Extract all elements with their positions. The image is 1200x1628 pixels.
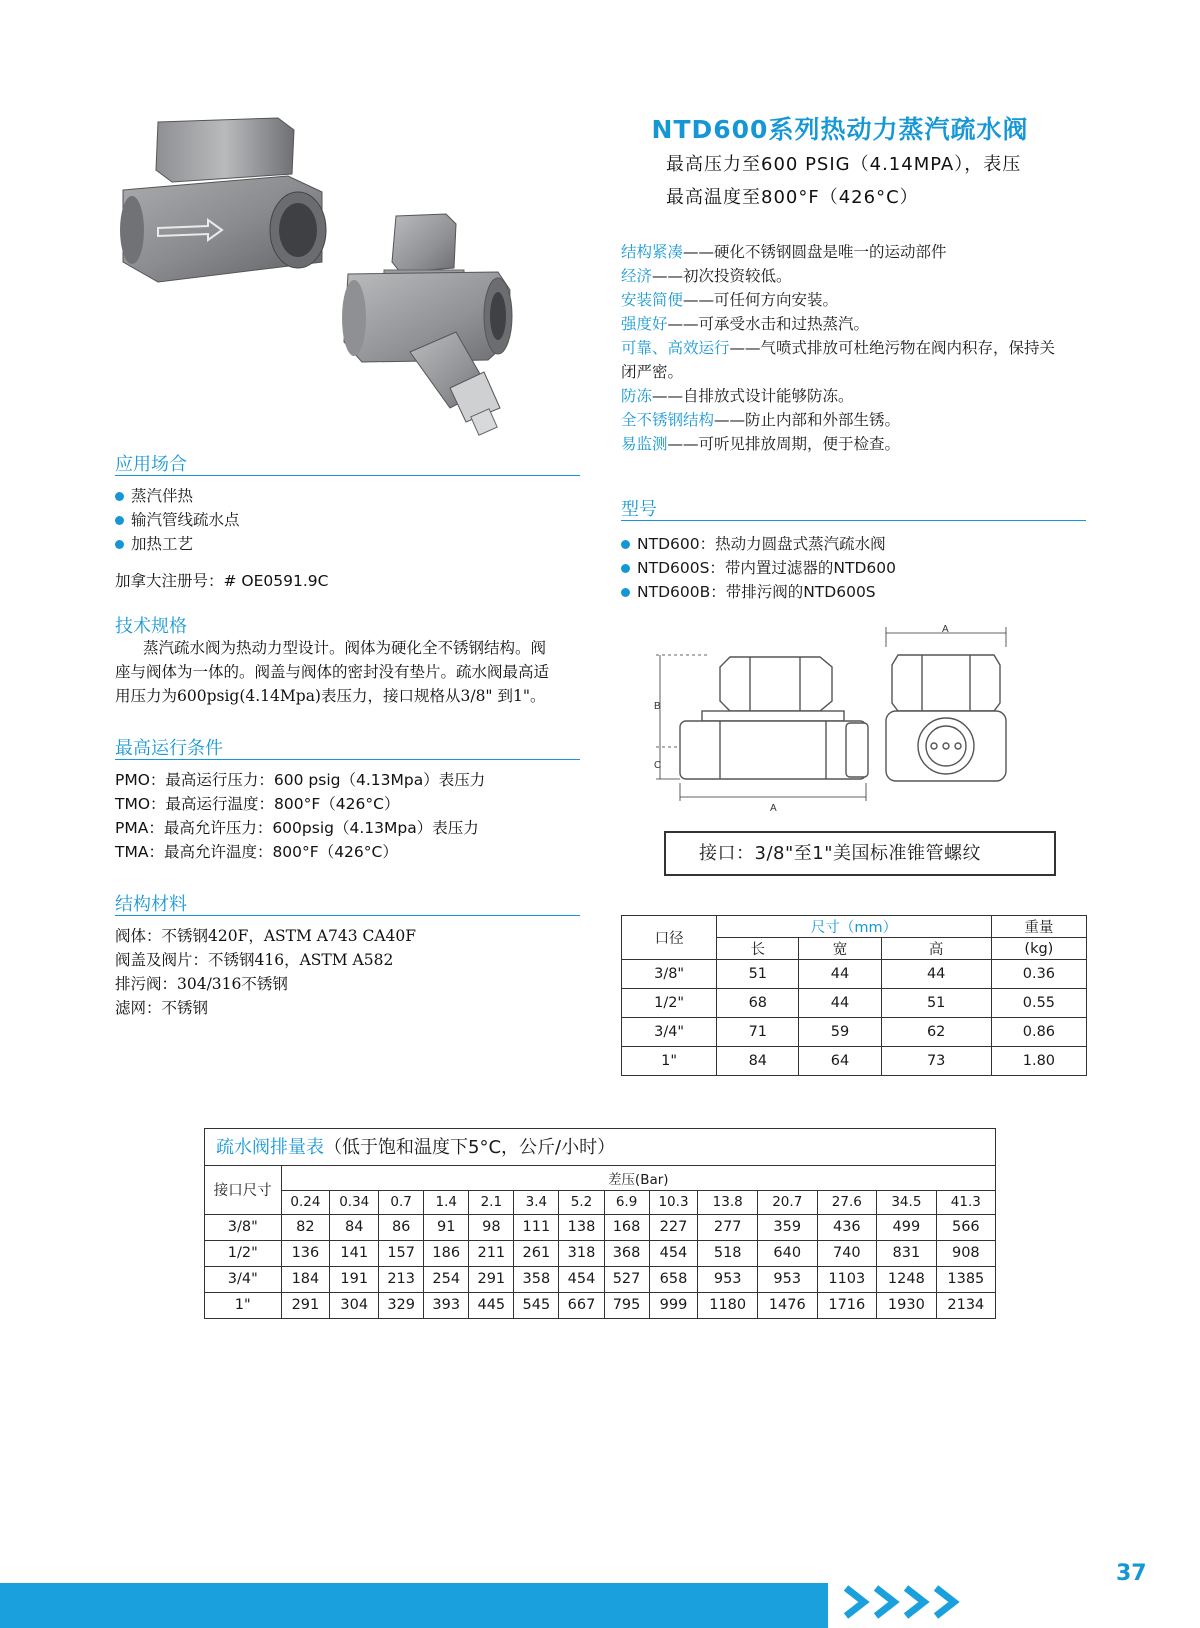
col-size-header: 口径	[622, 916, 717, 960]
capacity-cell: 640	[757, 1240, 817, 1266]
feature-item: 可靠、高效运行——气喷式排放可杜绝污物在阀内积存，保持关	[621, 339, 1056, 357]
feature-item: 易监测——可听见排放周期，便于检查。	[621, 435, 901, 453]
bullet-dot	[621, 540, 630, 549]
capacity-cell: 136	[281, 1240, 330, 1266]
bullet-dot	[115, 492, 124, 501]
capacity-cell: 368	[604, 1240, 649, 1266]
capacity-cell: 1476	[757, 1292, 817, 1318]
col-port-size-header: 接口尺寸	[205, 1166, 281, 1214]
bullet-dot	[115, 516, 124, 525]
pressure-header-cell: 0.34	[330, 1190, 379, 1214]
capacity-cell: 261	[514, 1240, 559, 1266]
models-list	[621, 532, 896, 604]
footer-arrows-icon	[840, 1580, 970, 1624]
pressure-header-cell: 10.3	[649, 1190, 698, 1214]
table-row	[205, 1292, 995, 1318]
bullet-dot	[621, 588, 630, 597]
drawing-label-a-top: A	[942, 625, 949, 635]
models-heading: 型号	[621, 499, 657, 520]
capacity-cell: 211	[469, 1240, 514, 1266]
feature-item: 防冻——自排放式设计能够防冻。	[621, 387, 854, 405]
capacity-cell: 908	[936, 1240, 995, 1266]
drawing-label-a-bottom: A	[770, 803, 777, 814]
specs-heading: 技术规格	[115, 616, 187, 637]
condition-line: PMA：最高允许压力：600psig（4.13Mpa）表压力	[115, 819, 479, 837]
material-line: 阀盖及阀片：不锈钢416，ASTM A582	[115, 951, 394, 969]
capacity-cell: 291	[281, 1292, 330, 1318]
capacity-cell: 111	[514, 1214, 559, 1240]
pressure-header-cell: 0.7	[379, 1190, 424, 1214]
feature-item: 全不锈钢结构——防止内部和外部生锈。	[621, 411, 901, 429]
capacity-cell: 518	[698, 1240, 758, 1266]
capacity-table	[204, 1128, 996, 1319]
features-list	[621, 240, 1091, 456]
footer-bar	[0, 1583, 828, 1628]
bullet-dot	[621, 564, 630, 573]
list-item: NTD600：热动力圆盘式蒸汽疏水阀	[621, 532, 896, 556]
specs-line: 蒸汽疏水阀为热动力型设计。阀体为硬化全不锈钢结构。阀	[143, 639, 547, 657]
capacity-cell: 566	[936, 1214, 995, 1240]
material-line: 滤网：不锈钢	[115, 999, 209, 1017]
feature-item: 经济——初次投资较低。	[621, 267, 792, 285]
capacity-cell: 329	[379, 1292, 424, 1318]
pressure-header-cell: 27.6	[817, 1190, 877, 1214]
applications-rule	[115, 475, 580, 476]
capacity-cell: 359	[757, 1214, 817, 1240]
pressure-header-row	[205, 1190, 995, 1214]
capacity-cell: 953	[698, 1266, 758, 1292]
capacity-grid	[205, 1166, 995, 1318]
materials-list	[115, 924, 416, 1020]
capacity-cell: 191	[330, 1266, 379, 1292]
table-row	[205, 1214, 995, 1240]
drawing-label-c: C	[654, 760, 662, 771]
list-item: 输汽管线疏水点	[115, 508, 240, 532]
capacity-cell: 186	[424, 1240, 469, 1266]
dimension-drawing	[650, 625, 1010, 815]
trap-photo-strainer	[338, 212, 518, 442]
conditions-heading: 最高运行条件	[115, 738, 223, 759]
table-row	[205, 1240, 995, 1266]
conditions-list	[115, 768, 485, 864]
capacity-cell: 84	[330, 1214, 379, 1240]
registration-number: 加拿大注册号：# OE0591.9C	[115, 572, 329, 590]
pressure-header-cell: 3.4	[514, 1190, 559, 1214]
capacity-cell: 454	[559, 1266, 604, 1292]
col-height-header: 高	[881, 938, 991, 960]
capacity-cell: 291	[469, 1266, 514, 1292]
capacity-cell: 318	[559, 1240, 604, 1266]
capacity-cell: 82	[281, 1214, 330, 1240]
capacity-cell: 138	[559, 1214, 604, 1240]
col-weight-header: 重量	[991, 916, 1086, 938]
pressure-header-cell: 20.7	[757, 1190, 817, 1214]
capacity-cell: 141	[330, 1240, 379, 1266]
bullet-dot	[115, 540, 124, 549]
materials-heading: 结构材料	[115, 894, 187, 915]
capacity-cell: 795	[604, 1292, 649, 1318]
conditions-rule	[115, 759, 580, 760]
capacity-cell: 658	[649, 1266, 698, 1292]
max-pressure-line: 最高压力至600 PSIG（4.14MPA），表压	[666, 154, 1022, 175]
models-rule	[621, 520, 1086, 521]
table-row: 1/2" 68 44 51 0.55	[622, 989, 1087, 1018]
row-size-cell: 1/2"	[205, 1240, 281, 1266]
capacity-cell: 953	[757, 1266, 817, 1292]
capacity-table-title	[205, 1129, 995, 1166]
capacity-cell: 304	[330, 1292, 379, 1318]
capacity-cell: 1103	[817, 1266, 877, 1292]
dimension-table	[621, 915, 1087, 1076]
condition-line: TMA：最高允许温度：800°F（426°C）	[115, 843, 398, 861]
capacity-cell: 227	[649, 1214, 698, 1240]
max-temperature-line: 最高温度至800°F（426°C）	[666, 187, 919, 208]
table-row: 3/8" 51 44 44 0.36	[622, 960, 1087, 989]
row-size-cell: 3/8"	[205, 1214, 281, 1240]
capacity-cell: 184	[281, 1266, 330, 1292]
capacity-cell: 358	[514, 1266, 559, 1292]
specs-line: 座与阀体为一体的。阀盖与阀体的密封没有垫片。疏水阀最高适	[115, 663, 550, 681]
list-item: NTD600S：带内置过滤器的NTD600	[621, 556, 896, 580]
applications-list	[115, 484, 240, 556]
page-title: NTD600系列热动力蒸汽疏水阀	[651, 115, 1029, 144]
pressure-header-cell: 34.5	[877, 1190, 937, 1214]
materials-rule	[115, 915, 580, 916]
trap-photo-large	[118, 112, 328, 292]
capacity-cell: 277	[698, 1214, 758, 1240]
page-number: 37	[1116, 1561, 1147, 1586]
pressure-header-cell: 2.1	[469, 1190, 514, 1214]
table-row	[205, 1266, 995, 1292]
capacity-cell: 157	[379, 1240, 424, 1266]
list-item: 加热工艺	[115, 532, 240, 556]
capacity-cell: 213	[379, 1266, 424, 1292]
capacity-cell: 740	[817, 1240, 877, 1266]
drawing-label-b: B	[654, 701, 661, 712]
pressure-header-cell: 6.9	[604, 1190, 649, 1214]
capacity-cell: 1385	[936, 1266, 995, 1292]
capacity-cell: 86	[379, 1214, 424, 1240]
capacity-cell: 1248	[877, 1266, 937, 1292]
condition-line: TMO：最高运行温度：800°F（426°C）	[115, 795, 400, 813]
specs-body	[115, 636, 585, 708]
capacity-cell: 91	[424, 1214, 469, 1240]
list-item: NTD600B：带排污阀的NTD600S	[621, 580, 896, 604]
col-pressure-header: 差压(Bar)	[281, 1166, 995, 1190]
col-dims-header: 尺寸（mm）	[717, 916, 992, 938]
row-size-cell: 1"	[205, 1292, 281, 1318]
feature-item: 结构紧凑——硬化不锈钢圆盘是唯一的运动部件	[621, 243, 947, 261]
capacity-cell: 2134	[936, 1292, 995, 1318]
capacity-cell: 527	[604, 1266, 649, 1292]
specs-line: 用压力为600psig(4.14Mpa)表压力，接口规格从3/8" 到1"。	[115, 687, 546, 705]
capacity-cell: 445	[469, 1292, 514, 1318]
pressure-header-cell: 13.8	[698, 1190, 758, 1214]
capacity-title-main: 疏水阀排量表	[216, 1137, 324, 1158]
col-length-header: 长	[717, 938, 799, 960]
capacity-cell: 999	[649, 1292, 698, 1318]
pressure-header-cell: 0.24	[281, 1190, 330, 1214]
list-item: 蒸汽伴热	[115, 484, 240, 508]
capacity-cell: 831	[877, 1240, 937, 1266]
pressure-header-cell: 5.2	[559, 1190, 604, 1214]
material-line: 阀体：不锈钢420F，ASTM A743 CA40F	[115, 927, 417, 945]
pressure-header-cell: 1.4	[424, 1190, 469, 1214]
capacity-cell: 1930	[877, 1292, 937, 1318]
table-row: 1" 84 64 73 1.80	[622, 1047, 1087, 1076]
capacity-cell: 1180	[698, 1292, 758, 1318]
row-size-cell: 3/4"	[205, 1266, 281, 1292]
capacity-cell: 667	[559, 1292, 604, 1318]
capacity-cell: 168	[604, 1214, 649, 1240]
capacity-cell: 499	[877, 1214, 937, 1240]
capacity-cell: 454	[649, 1240, 698, 1266]
capacity-cell: 1716	[817, 1292, 877, 1318]
applications-heading: 应用场合	[115, 454, 187, 475]
condition-line: PMO：最高运行压力：600 psig（4.13Mpa）表压力	[115, 771, 486, 789]
port-note: 接口：3/8"至1"美国标准锥管螺纹	[664, 831, 1056, 876]
col-width-header: 宽	[799, 938, 881, 960]
capacity-cell: 98	[469, 1214, 514, 1240]
table-row: 3/4" 71 59 62 0.86	[622, 1018, 1087, 1047]
col-weight-unit: (kg)	[991, 938, 1086, 960]
capacity-cell: 254	[424, 1266, 469, 1292]
capacity-cell: 393	[424, 1292, 469, 1318]
capacity-cell: 545	[514, 1292, 559, 1318]
feature-item: 安装简便——可任何方向安装。	[621, 291, 839, 309]
pressure-header-cell: 41.3	[936, 1190, 995, 1214]
material-line: 排污阀：304/316不锈钢	[115, 975, 288, 993]
capacity-cell: 436	[817, 1214, 877, 1240]
feature-item: 闭严密。	[621, 363, 684, 381]
capacity-title-note: （低于饱和温度下5°C，公斤/小时）	[324, 1137, 616, 1158]
feature-item: 强度好——可承受水击和过热蒸汽。	[621, 315, 870, 333]
